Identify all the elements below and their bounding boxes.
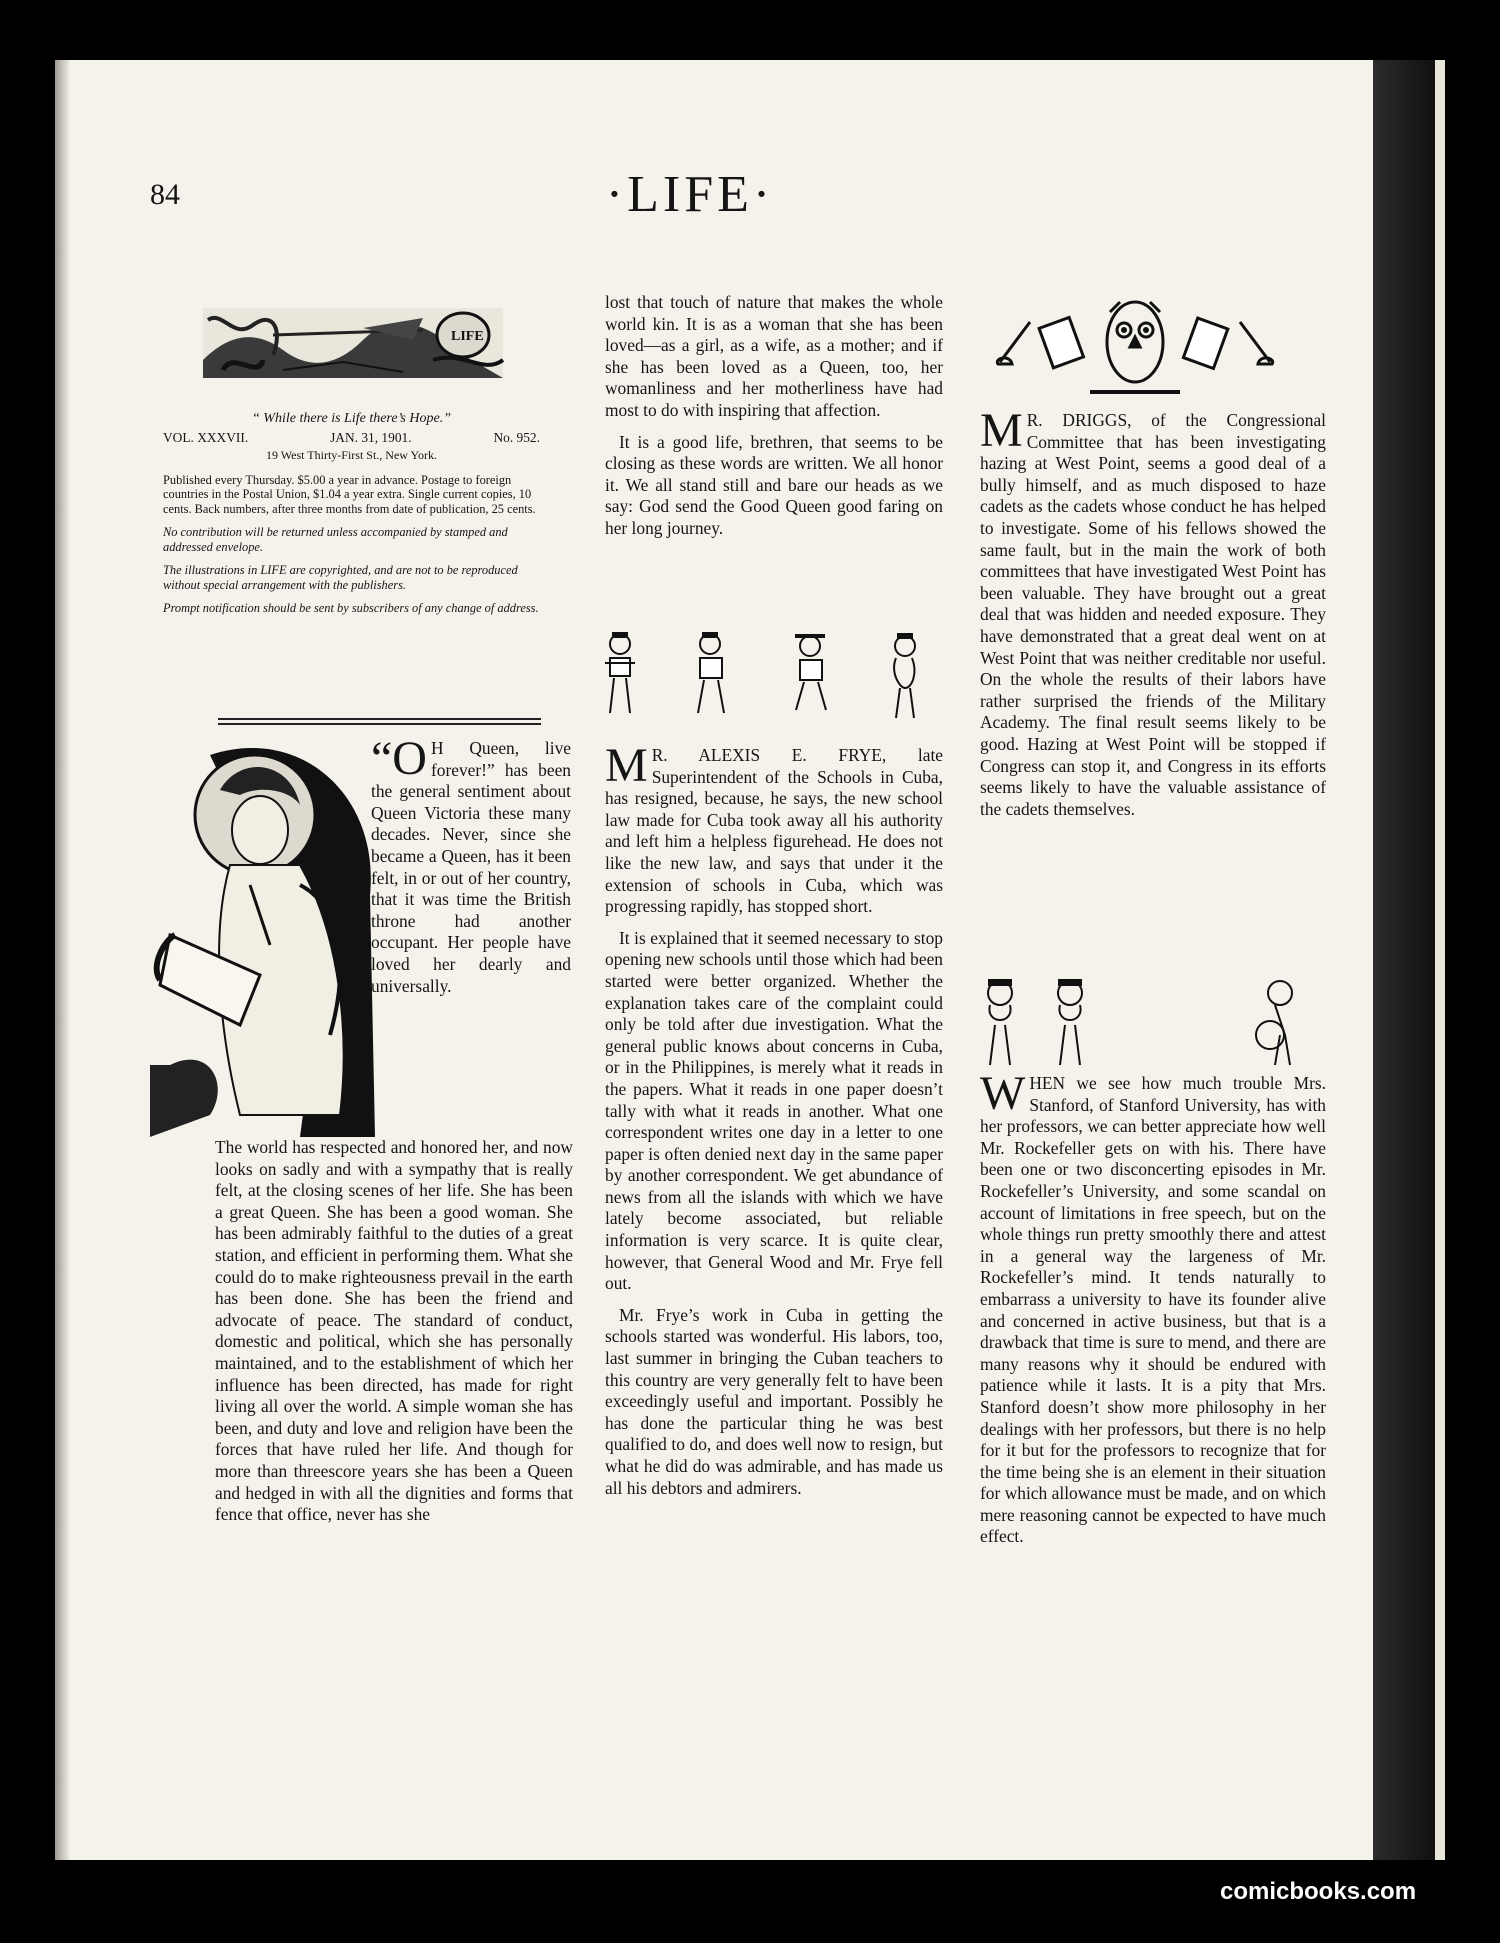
stanford-dropcap: W: [980, 1067, 1026, 1120]
contribution-note: No contribution will be returned unless accompanied by stamped and addressed envelope.: [163, 525, 508, 554]
frye-article: [605, 739, 943, 1509]
schoolchildren-illustration: [600, 628, 940, 728]
frye-paragraph-2: It is explained that it seemed necessary to stop opening new schools until those which had been started were better organized. Whether the explanation takes care of the complaint could only be told after due investigation. What the general public knows about concerns in Cuba, or in the Philippines, is merely what it reads in the papers. What it reads in one paper doesn’t tally with what it reads in another. What one correspondent writes one day in a letter to one paper is often denied next day in the same paper by another correspondent. We get abundance of news from all the islands with which we have lately become associated, but reliable information is very scarce. It is quite clear, however, that General Wood and Mr. Frye fell out.: [605, 927, 943, 1294]
next-page-edge-line: [1435, 60, 1445, 1860]
frye-paragraph-1: [605, 739, 943, 918]
volume: VOL. XXXVII.: [163, 429, 249, 445]
stanford-article: [980, 1067, 1326, 1558]
queen-dropcap: “O: [371, 732, 427, 785]
copyright-note: The illustrations in LIFE are copyrighted, and are not to be reproduced without special arrangement with the publishers.: [163, 563, 518, 592]
queen-wrapped-text: H Queen, live forever!” has been the general sentiment about Queen Victoria these many decades. Never, since she became a Queen, has it been felt, in or out of her country, that it was time the British throne had another occupant. Her people have loved her dearly and universally.: [371, 738, 571, 996]
publication-info: [163, 412, 540, 625]
stanford-paragraph: [980, 1067, 1326, 1548]
watermark: comicbooks.com: [1220, 1878, 1417, 1905]
banner-label: LIFE: [451, 329, 484, 344]
masthead-title: ·LIFE·: [605, 166, 775, 223]
motto: “ While there is Life there’s Hope.”: [252, 411, 451, 426]
issue-number: No. 952.: [493, 429, 540, 445]
stanford-text: HEN we see how much trouble Mrs. Stanford, of Stanford University, has with her professors, we can better appreciate how well Mr. Rockefeller gets on with his. There have been one or two disconcerting episodes in Mr. Rockefeller’s University, and some scandal on account of limitations in free speech, but on the whole things run pretty smoothly there and attest in a general way the largeness of Mr. Rockefeller’s mind. It tends naturally to embarrass a university to have its founder alive and concerned in active business, but that is a drawback that time is sure to mend, and there are many reasons why it should be endured with patience while it lasts. It is a pity that Mrs. Stanford doesn’t show more philosophy in her dealings with her professors, but there is no help for it but for the professors to recognize that for the time being she is an element in their situation for which allowance must be made, and on which mere reasoning cannot be expected to have much effect.: [980, 1073, 1326, 1547]
frye-paragraph-3: Mr. Frye’s work in Cuba in getting the schools started was wonderful. His labors, too, last summer in bringing the Cuban teachers to this country are very generally felt to have been exceedingly useful and important. Possibly he has done the particular thing he was best qualified to do, and does well now to resign, but what he did do was admirable, and has made us all his debtors and admirers.: [605, 1304, 943, 1498]
queen-article-continued: [215, 1137, 573, 1536]
frye-dropcap: M: [605, 739, 648, 792]
frye-p1-text: R. ALEXIS E. FRYE, late Superintendent of the Schools in Cuba, has resigned, because, he says, the new school law made for Cuba took away all his authority and left him a helpless figurehead. He does not like the new law, and says that under it the extension of schools in Cuba, which was progressing rapidly, has stopped short.: [605, 745, 943, 917]
driggs-paragraph: [980, 404, 1326, 820]
driggs-text: R. DRIGGS, of the Congressional Committee that has been investigating hazing at West Point, seems a good deal of a bully himself, and as much disposed to haze cadets as the cadets whose conduct he has helped to investigate. Some of his fellows showed the same fault, but in the main the work of both committees that have investigated West Point has been valuable. They have brought out a great deal that was hidden and needed exposure. They have demonstrated that a great deal went on at West Point that was neither creditable nor useful. On the whole the results of their labors have rather surprised the friends of the Military Academy. The final result seems likely to be good. Hazing at West Point will be stopped if Congress can stop it, and Congress in its efforts seems likely to have the valuable assistance of the cadets themselves.: [980, 410, 1326, 819]
banner-illustration: [163, 300, 540, 400]
queen-article-intro: [371, 732, 571, 997]
driggs-dropcap: M: [980, 404, 1023, 457]
column-2: [605, 292, 943, 550]
page-gutter: [55, 60, 69, 1860]
cadets-illustration: [970, 975, 1320, 1075]
publication-terms: Published every Thursday. $5.00 a year in advance. Postage to foreign countries in the Postal Union, $1.04 a year extra. Single current copies, 10 cents. Back numbers, after three months from date of publication, 25 cents.: [163, 472, 536, 516]
queen-col2-closing: It is a good life, brethren, that seems to be closing as these words are written. We all honor it. We all stand still and bare our heads as we say: God send the Good Queen good faring on her long journey.: [605, 431, 943, 538]
angel-illustration: [150, 735, 380, 1137]
section-rule: [218, 718, 541, 720]
queen-continued-text: The world has respected and honored her, and now looks on sadly and with a sympathy that is really felt, at the closing scenes of her life. She has been a great Queen. She has been a good woman. She has been admirably faithful to the duties of a great station, and efficient in performing them. What she could do to make righteousness prevail in the earth has been done. She has been the friend and advocate of peace. The standard of conduct, domestic and political, which she has personally maintained, and to the establishment of which her influence has been directed, has made for right living all over the world. A simple woman she has been, and duty and love and religion have been the forces that have ruled her life. And though for more than threescore years she has been a Queen and hedged in with all the dignities and forms that fence that office, never has she: [215, 1137, 573, 1525]
queen-col2-continuation: lost that touch of nature that makes the whole world kin. It is as a woman that she has been loved—as a girl, as a wife, as a mother; and if she has been loved as a Queen, too, her womanliness and her motherliness have had most to do with inspiring that affection.: [605, 292, 943, 420]
driggs-article: [980, 404, 1326, 830]
address: 19 West Thirty-First St., New York.: [266, 448, 437, 462]
address-change-note: Prompt notification should be sent by subscribers of any change of address.: [163, 601, 539, 615]
page-number: 84: [150, 178, 180, 211]
owl-inkwell-illustration: [990, 292, 1280, 407]
volume-line: [163, 431, 540, 446]
section-rule-2: [218, 723, 541, 725]
issue-date: JAN. 31, 1901.: [330, 429, 412, 445]
